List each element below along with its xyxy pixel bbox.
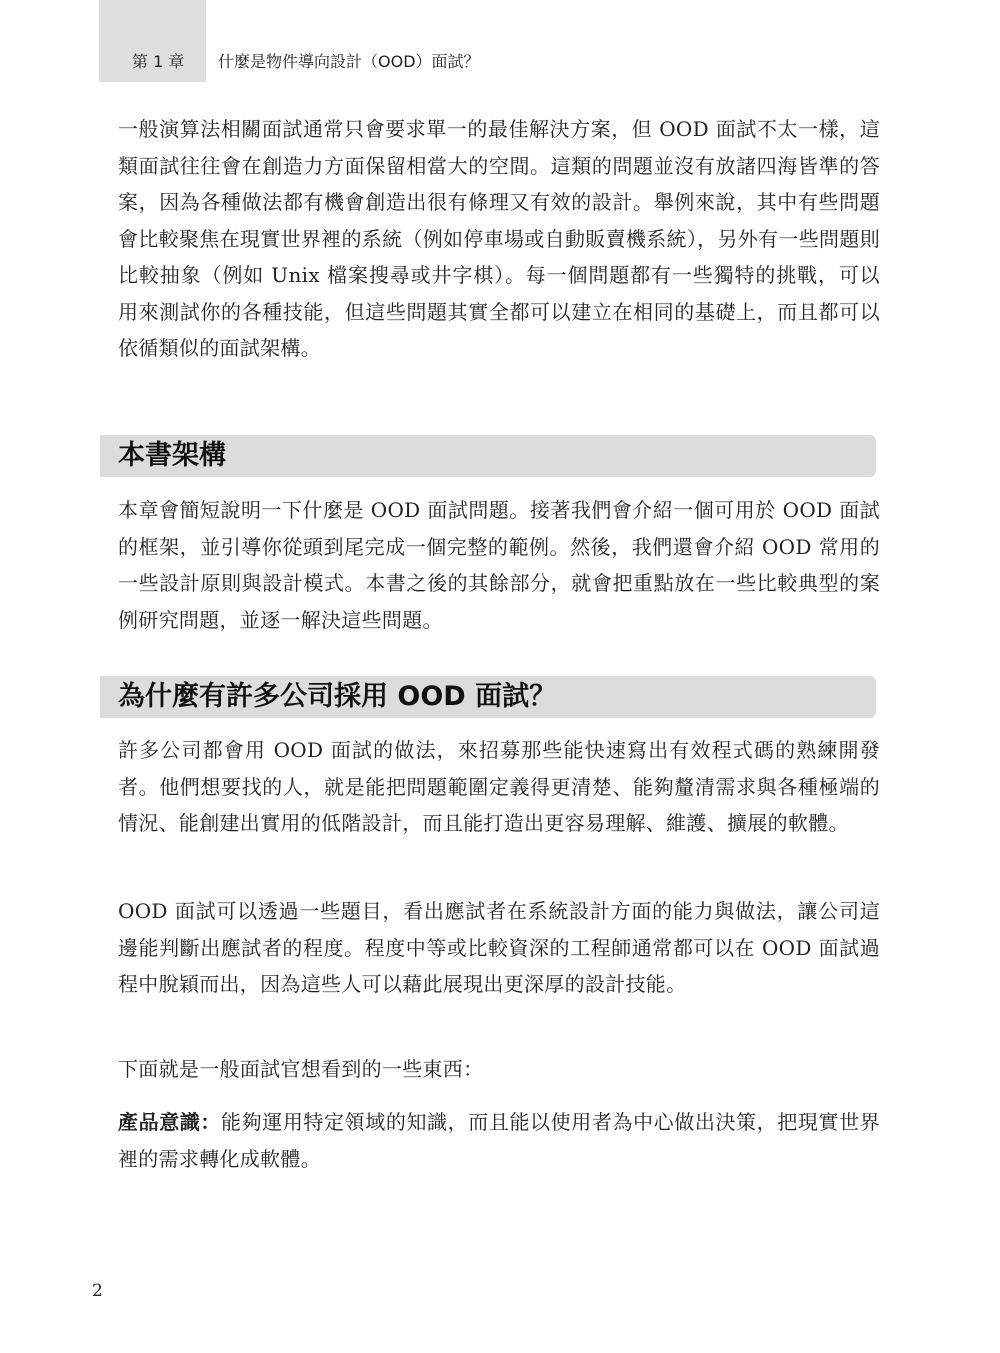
running-header [132, 48, 480, 72]
chapter-number: 第 1 章 [132, 51, 185, 71]
section-title-why: 為什麼有許多公司採用 OOD 面試？ [118, 681, 557, 712]
why-paragraph-2: OOD 面試可以透過一些題目，看出應試者在系統設計方面的能力與做法，讓公司這邊能判斷出應試者的程度。程度中等或比較資深的工程師通常都可以在 OOD 面試過程中脫穎而出，因為這些人可以藉此展現出更深厚的設計技能。 [118, 899, 880, 996]
product-sense-text: 能夠運用特定領域的知識，而且能以使用者為中心做出決策，把現實世界裡的需求轉化成軟體。 [118, 1110, 880, 1171]
product-sense-label: 產品意識： [118, 1110, 222, 1134]
why-paragraph-1: 許多公司都會用 OOD 面試的做法，來招募那些能快速寫出有效程式碼的熟練開發者。他們想要找的人，就是能把問題範圍定義得更清楚、能夠釐清需求與各種極端的情況、能創建出實用的低階設計，而且能打造出更容易理解、維護、擴展的軟體。 [118, 738, 880, 835]
chapter-title: 什麼是物件導向設計（OOD）面試？ [218, 51, 480, 71]
structure-paragraph: 本章會簡短說明一下什麼是 OOD 面試問題。接著我們會介紹一個可用於 OOD 面試的框架，並引導你從頭到尾完成一個完整的範例。然後，我們還會介紹 OOD 常用的一些設計原則與設計模式。本書之後的其餘部分，就會把重點放在一些比較典型的案例研究問題，並逐一解決這些問題。 [118, 498, 880, 632]
page-number: 2 [92, 1281, 103, 1301]
product-sense-item [118, 1104, 880, 1177]
section-heading-bar [100, 435, 876, 477]
why-paragraph-3: 下面就是一般面試官想看到的一些東西： [118, 1057, 484, 1081]
intro-paragraph: 一般演算法相關面試通常只會要求單一的最佳解決方案，但 OOD 面試不太一樣，這類面試往往會在創造力方面保留相當大的空間。這類的問題並沒有放諸四海皆準的答案，因為各種做法都有機會創造出很有條理又有效的設計。舉例來說，其中有些問題會比較聚焦在現實世界裡的系統（例如停車場或自動販賣機系統），另外有一些問題則比較抽象（例如 Unix 檔案搜尋或井字棋）。每一個問題都有一些獨特的挑戰，可以用來測試你的各種技能，但這些問題其實全都可以建立在相同的基礎上，而且都可以依循類似的面試架構。 [118, 117, 880, 360]
section-title-structure: 本書架構 [118, 440, 226, 471]
section-heading-bar [100, 676, 876, 718]
